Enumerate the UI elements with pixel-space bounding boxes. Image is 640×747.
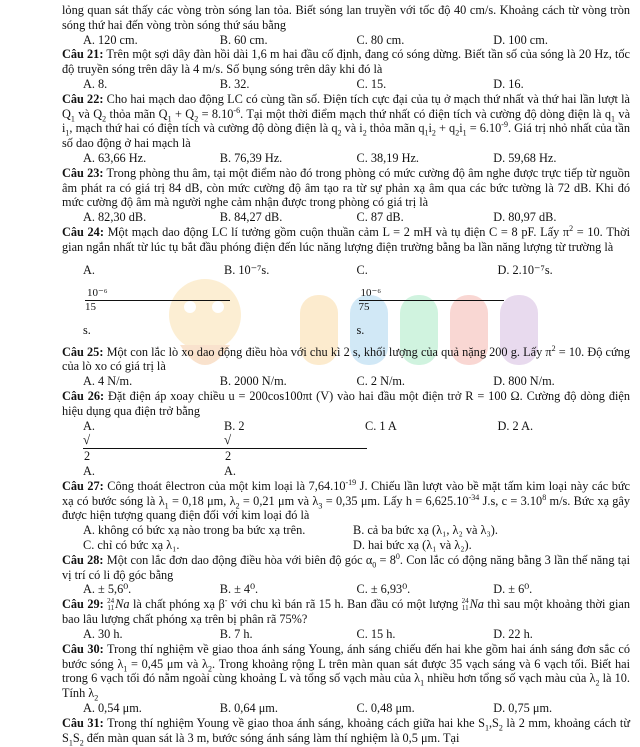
atomic-number: 11 <box>461 604 469 613</box>
option-c: C. 2 N/m. <box>356 374 406 389</box>
question-text: . Con lắc có động năng bằng 3 lần thế năng tại vị trí có li độ góc bằng <box>62 552 631 582</box>
option-a: A. ± 5,6⁰. <box>83 582 132 597</box>
q29-options <box>83 627 630 642</box>
option-d: D. 2 A. <box>497 418 534 433</box>
question-label: Câu 26: <box>62 388 105 403</box>
question-text: S <box>72 730 80 745</box>
question-text: Trong phòng thu âm, tại một điểm nào đó trong phòng có mức cường độ âm nghe được trực tiếp từ nguồn âm phát ra có giá trị 84 dB, còn mức cường độ âm tạo ra từ sự phản xạ âm qua các bức tường là 72 dB. Khi đó mức cường độ âm mà người nghe cảm nhận được trong phòng có giá trị là <box>62 165 631 210</box>
question-text: = 0,35 μm. Lấy h = 6,625.10 <box>322 493 469 508</box>
question-text: và i <box>341 121 363 136</box>
question-text: đến màn quan sát là 3 m, bước sóng ánh sáng làm thí nghiệm là 0,5 μm. Tại <box>83 730 460 745</box>
subscript: 2 <box>102 114 107 124</box>
option-d: D. 16. <box>493 76 524 91</box>
question-text: Một mạch dao động LC lí tưởng gồm cuộn thuần cảm L = 2 mH và tụ điện C = 8 pF. Lấy π <box>103 224 570 239</box>
denominator: 75 <box>358 301 370 314</box>
superscript: 2 <box>551 343 556 353</box>
question-text: = 6.10 <box>466 121 502 136</box>
option-letter: B. 2 <box>224 418 245 433</box>
question-25 <box>62 345 630 375</box>
question-text: + q <box>435 121 456 136</box>
option-c: C. 38,19 Hz. <box>356 150 420 165</box>
question-label: Câu 31: <box>62 715 104 730</box>
option-c: C. 0,48 μm. <box>356 701 415 716</box>
question-label: Câu 30: <box>62 641 104 656</box>
q23-options <box>83 210 630 225</box>
option-c: C. ± 6,93⁰. <box>356 582 411 597</box>
mass-number: 24 <box>461 597 469 606</box>
question-text: = 10. Thời gian ngắn nhất từ lúc tụ bắt đầu phóng điện đến lúc năng lượng điện trường bằng ba lần năng lượng từ trường là <box>62 224 630 254</box>
question-text: Công thoát êlectron của một kim loại là 7,64.10 <box>103 478 346 493</box>
question-30 <box>62 642 630 701</box>
element-symbol: Na <box>115 597 130 612</box>
unit: s. <box>356 322 365 337</box>
subscript: 1 <box>484 723 489 733</box>
option-a <box>83 419 224 479</box>
numerator: 10⁻⁶ <box>85 287 230 301</box>
q21-options <box>83 77 630 92</box>
question-label: Câu 22: <box>62 91 104 106</box>
question-text: Trên một sợi dây đàn hồi dài 1,6 m hai đầu cố định, đang có sóng dừng. Biết tần số của sóng là 20 Hz, tốc độ truyền sóng trên dây là 4 m/s. Số bụng sóng trên dây khi đó là <box>62 47 630 77</box>
question-text: là 2 mm, khoảng cách từ S <box>62 715 630 745</box>
question-text: Trong thí nghiệm Young về giao thoa ánh sáng, khoảng cách giữa hai khe S <box>103 715 485 730</box>
subscript: 2 <box>235 500 240 510</box>
question-text: Một con lắc lò xo dao động điều hòa với chu kì 2 s, khối lượng của quả nặng 200 g. Lấy π <box>103 344 552 359</box>
q24-options <box>83 255 630 345</box>
option-b: B. cả ba bức xạ (λ₁, λ₂ và λ₃). <box>353 523 498 538</box>
option-b: B. 32. <box>219 76 250 91</box>
question-label: Câu 29: <box>62 597 104 612</box>
superscript: 0 <box>395 551 400 561</box>
subscript: 2 <box>455 128 460 138</box>
fraction <box>359 287 500 314</box>
option-a: A. 0,54 μm. <box>83 701 142 716</box>
question-text: thỏa mãn Q <box>106 106 168 121</box>
superscript: -9 <box>501 120 508 130</box>
question-22 <box>62 92 630 151</box>
exam-page <box>62 3 630 745</box>
option-a: A. 30 h. <box>83 627 123 642</box>
question-26 <box>62 389 630 419</box>
subscript: 2 <box>595 678 600 688</box>
subscript: 2 <box>207 664 212 674</box>
question-text: = 8 <box>376 552 396 567</box>
option-c: C. chỉ có bức xạ λ₁. <box>83 537 180 552</box>
option-d: D. 0,75 μm. <box>493 701 553 716</box>
subscript: 2 <box>498 723 503 733</box>
option-a: A. 63,66 Hz. <box>83 150 147 165</box>
option-c <box>357 255 498 345</box>
option-d: D. 2.10⁻⁷s. <box>497 262 553 277</box>
q26-options <box>83 419 630 479</box>
question-label: Câu 25: <box>62 344 104 359</box>
subscript: 1 <box>167 114 172 124</box>
subscript: 3 <box>318 500 323 510</box>
question-label: Câu 21: <box>62 47 104 62</box>
question-27 <box>62 479 630 523</box>
question-21 <box>62 47 630 77</box>
option-a: A. 82,30 dB. <box>83 210 147 225</box>
option-a: A. 120 cm. <box>83 32 138 47</box>
question-text: là 10. Tính λ <box>62 671 630 701</box>
element-symbol: Na <box>469 597 484 612</box>
option-d: D. hai bức xạ (λ₁ và λ₂). <box>353 537 472 552</box>
superscript: 2 <box>569 223 574 233</box>
subscript: 1 <box>70 114 75 124</box>
mass-number: 24 <box>107 597 115 606</box>
q20-tail <box>62 3 630 33</box>
q28-options <box>83 582 630 597</box>
subscript: 2 <box>79 738 84 747</box>
option-a: A. 8. <box>83 76 108 91</box>
sqrt-icon: √ <box>224 432 232 448</box>
option-c: C. 80 cm. <box>356 32 405 47</box>
question-text: = 8.10 <box>198 106 234 121</box>
unit: A. <box>83 463 95 478</box>
question-text: J. Chiếu lần lượt vào bề mặt tấm kim loại này các bức xạ có bước sóng là λ <box>62 478 630 508</box>
atomic-number: 11 <box>107 604 115 613</box>
subscript: 1 <box>164 500 169 510</box>
option-b <box>224 419 365 479</box>
option-d: D. 800 N/m. <box>493 374 555 389</box>
question-text: và i <box>62 106 631 136</box>
superscript: -34 <box>468 492 480 502</box>
subscript: 0 <box>372 560 377 570</box>
option-d: D. 100 cm. <box>493 32 548 47</box>
subscript: 1 <box>68 738 73 747</box>
q20-options <box>83 33 630 48</box>
denominator: 15 <box>85 301 96 314</box>
question-text: , mạch thứ hai có điện tích và cường độ dòng điện là q <box>69 121 338 136</box>
question-text: + Q <box>171 106 195 121</box>
question-text: Trong thí nghiệm về giao thoa ánh sáng Young, ánh sáng chiếu đến hai khe gồm hai ánh sáng đơn sắc có bước sóng λ <box>62 641 630 671</box>
question-24 <box>62 225 630 255</box>
question-text: nhiều hơn tổng số vạch màu của λ <box>424 671 596 686</box>
option-b: B. 2000 N/m. <box>219 374 287 389</box>
q30-options <box>83 701 630 716</box>
question-text: thì sau một khoảng thời gian bao lâu lượng chất phóng xạ trên bị phân rã 75%? <box>62 597 631 627</box>
question-text: i <box>459 121 463 136</box>
subscript: 1 <box>462 128 467 138</box>
subscript: 2 <box>431 128 436 138</box>
option-a: A. 4 N/m. <box>83 374 133 389</box>
question-text: và Q <box>74 106 103 121</box>
q22-options <box>83 151 630 166</box>
superscript: -19 <box>345 477 357 487</box>
option-b: B. 10⁻⁷s. <box>224 262 270 277</box>
question-text: với chu kì bán rã 15 h. Ban đầu có một lượng <box>227 597 462 612</box>
question-text: thỏa mãn q <box>366 121 425 136</box>
option-c: C. 87 dB. <box>356 210 404 225</box>
option-b: B. 84,27 dB. <box>219 210 283 225</box>
question-label: Câu 23: <box>62 165 104 180</box>
question-text: m/s. Bức xạ gây được hiện tượng quang điện đối với kim loại đó là <box>62 493 630 523</box>
option-d: D. 22 h. <box>493 627 533 642</box>
question-text: Đặt điện áp xoay chiều u = 200cos100πt (V) vào hai đầu một điện trở R = 100 Ω. Cường độ dòng điện hiệu dụng qua điện trở bằng <box>62 388 630 418</box>
unit: A. <box>224 463 236 478</box>
question-text: = 10. Độ cứng của lò xo có giá trị là <box>62 344 630 374</box>
subscript: 1 <box>424 128 429 138</box>
question-text: ,S <box>488 715 499 730</box>
nuclide-notation <box>107 598 114 612</box>
option-letter: A. <box>83 418 95 433</box>
option-letter: C. <box>356 262 368 277</box>
radicand: 2 <box>224 448 367 464</box>
subscript: 1 <box>611 114 616 124</box>
question-text: J.s, c = 3.10 <box>479 493 543 508</box>
question-text: . Tại một thời điểm mạch thứ nhất có điện tích và cường độ dòng điện là q <box>240 106 612 121</box>
option-b: B. 0,64 μm. <box>219 701 278 716</box>
option-d: D. 59,68 Hz. <box>493 150 557 165</box>
option-b: B. 7 h. <box>219 627 253 642</box>
superscript: - <box>224 596 228 605</box>
question-text: = 0,45 μm và λ <box>127 656 208 671</box>
option-a: A. không có bức xạ nào trong ba bức xạ trên. <box>83 523 306 538</box>
question-31 <box>62 716 630 746</box>
option-c: C. 15 h. <box>356 627 396 642</box>
option-b: B. 60 cm. <box>219 32 268 47</box>
question-label: Câu 28: <box>62 552 104 567</box>
sqrt-icon: √ <box>83 432 91 448</box>
option-d: D. 80,97 dB. <box>493 210 557 225</box>
question-29 <box>62 597 630 627</box>
subscript: 1 <box>420 678 425 688</box>
option-b: B. 76,39 Hz. <box>219 150 283 165</box>
q27-options-row2 <box>83 538 630 553</box>
text-line: lỏng quan sát thấy các vòng tròn sóng lan tỏa. Biết sóng lan truyền với tốc độ 40 cm/s. Khoảng <box>62 3 539 17</box>
subscript: 2 <box>94 693 99 703</box>
question-text: = 0,21 μm và λ <box>239 493 319 508</box>
fraction <box>85 287 226 314</box>
question-label: Câu 24: <box>62 224 104 239</box>
subscript: 1 <box>65 128 70 138</box>
option-c: C. 1 A <box>365 418 397 433</box>
question-text: . Trong khoảng rộng L trên màn quan sát được 35 vạch sáng và 6 vạch tối. Biết hai trong 6 vạch tối đó nằm ngoài cùng khoảng L và tổng số vạch màu của λ <box>62 656 630 686</box>
option-c: C. 15. <box>356 76 387 91</box>
question-text: là chất phóng xạ β <box>129 597 225 612</box>
question-text: Một con lắc đơn dao động điều hòa với biên độ góc α <box>103 552 373 567</box>
numerator: 10⁻⁶ <box>359 287 504 301</box>
unit: s. <box>83 322 91 337</box>
nuclide-notation <box>462 598 469 612</box>
question-text: = 0,18 μm, λ <box>168 493 236 508</box>
superscript: 8 <box>542 492 547 502</box>
question-23 <box>62 166 630 210</box>
question-text: i <box>428 121 432 136</box>
superscript: -6 <box>233 105 241 115</box>
option-d: D. ± 6⁰. <box>493 582 533 597</box>
subscript: 1 <box>123 664 128 674</box>
option-b: B. ± 4⁰. <box>219 582 259 597</box>
option-a <box>83 255 224 345</box>
q27-options-row1 <box>83 523 630 538</box>
question-label: Câu 27: <box>62 478 104 493</box>
question-text: Cho hai mạch dao động LC có cùng tần số. Điện tích cực đại của tụ ở mạch thứ nhất và thứ hai lần lượt là Q <box>62 91 630 121</box>
subscript: 2 <box>194 114 199 124</box>
option-letter: A. <box>83 262 95 277</box>
subscript: 2 <box>362 128 367 138</box>
text-line: cách từ vòng tròn sóng thứ hai đến vòng tròn sóng thứ sáu bằng <box>62 3 630 32</box>
radicand: 2 <box>83 448 226 464</box>
question-text: . Giá trị nhỏ nhất của tần số dao động ở hai mạch là <box>62 121 630 151</box>
q25-options <box>83 374 630 389</box>
question-28 <box>62 553 630 583</box>
subscript: 2 <box>337 128 342 138</box>
